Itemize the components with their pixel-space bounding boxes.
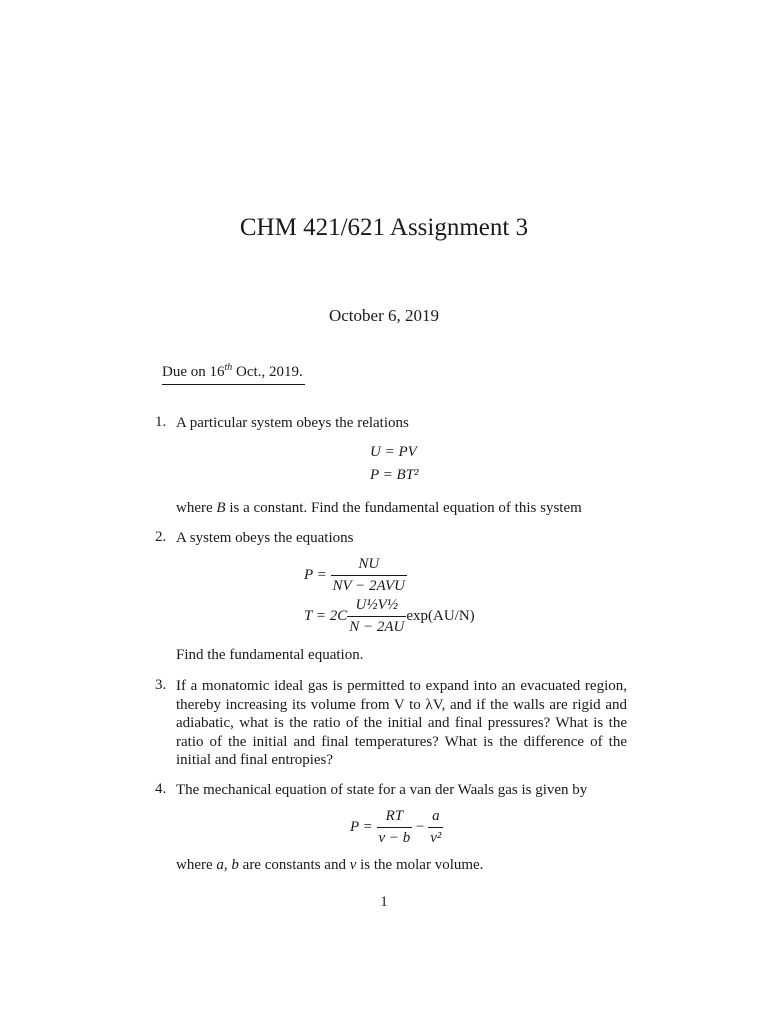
q2-eq2-tail: exp(AU/N) — [406, 607, 475, 624]
question-4-intro: The mechanical equation of state for a van der Waals gas is given by — [176, 782, 588, 798]
q2-eq2-denominator: N − 2AU — [349, 619, 405, 635]
q2-eq2-fraction — [347, 597, 406, 636]
question-3-number: 3. — [155, 677, 167, 693]
q4-eq-fraction-2 — [428, 808, 443, 847]
q4-after-a: where — [176, 857, 217, 873]
question-4-equation — [350, 808, 443, 847]
document-date: October 6, 2019 — [328, 306, 439, 325]
q2-eq1-denominator: NV − 2AVU — [332, 578, 405, 594]
question-2-equation-2 — [304, 597, 475, 636]
q2-eq1-numerator: NU — [331, 556, 407, 576]
q4-eq-denominator-1: v − b — [378, 830, 411, 846]
due-suffix: Oct., 2019. — [232, 364, 303, 380]
question-1-equation-2: P = BT² — [370, 467, 419, 483]
question-3-text: If a monatomic ideal gas is permitted to expand into an evacuated region, thereby increasing its volume from V to λV, and if the walls are rigid and adiabatic, what is the ratio of the initial and final pressures? What is the ratio of the initial and final temperatures? What is the difference of the initial and final entropies? — [176, 678, 627, 769]
q4-after-d: v — [349, 857, 357, 873]
q4-eq-denominator-2: v² — [430, 830, 442, 846]
question-2-followup: Find the fundamental equation. — [176, 647, 364, 663]
question-4-number: 4. — [155, 781, 167, 797]
document-title: CHM 421/621 Assignment 3 — [239, 214, 529, 241]
q4-after-e: is the molar volume. — [356, 857, 484, 873]
due-superscript: th — [224, 362, 233, 373]
page-number: 1 — [380, 894, 388, 910]
question-2-number: 2. — [155, 529, 167, 545]
question-1-equation-1: U = PV — [370, 444, 417, 460]
q4-eq-operator: − — [416, 818, 425, 835]
q2-eq1-lhs: P = — [304, 566, 327, 583]
q2-eq1-fraction — [331, 556, 407, 595]
question-1-followup — [176, 499, 627, 518]
q2-eq2-numerator: U½V½ — [347, 597, 406, 617]
due-date — [162, 362, 305, 385]
q1-after-a: where — [176, 500, 217, 516]
question-4-followup — [176, 856, 627, 875]
q4-eq-numerator-2: a — [428, 808, 443, 828]
question-2-equation-1 — [304, 556, 407, 595]
q1-after-b: B — [216, 500, 226, 516]
question-1-intro: A particular system obeys the relations — [176, 415, 409, 431]
q4-after-c: are constants and — [238, 857, 350, 873]
q4-eq-fraction-1 — [377, 808, 413, 847]
question-1-number: 1. — [155, 414, 167, 430]
q1-after-c: is a constant. Find the fundamental equation of this system — [225, 500, 582, 516]
due-prefix: Due on 16 — [162, 364, 225, 380]
q4-after-b: a, b — [216, 857, 239, 873]
question-2-intro: A system obeys the equations — [176, 530, 354, 546]
q2-eq2-lhs: T = 2C — [304, 607, 348, 624]
q4-eq-numerator-1: RT — [377, 808, 413, 828]
q4-eq-lhs: P = — [350, 818, 373, 835]
